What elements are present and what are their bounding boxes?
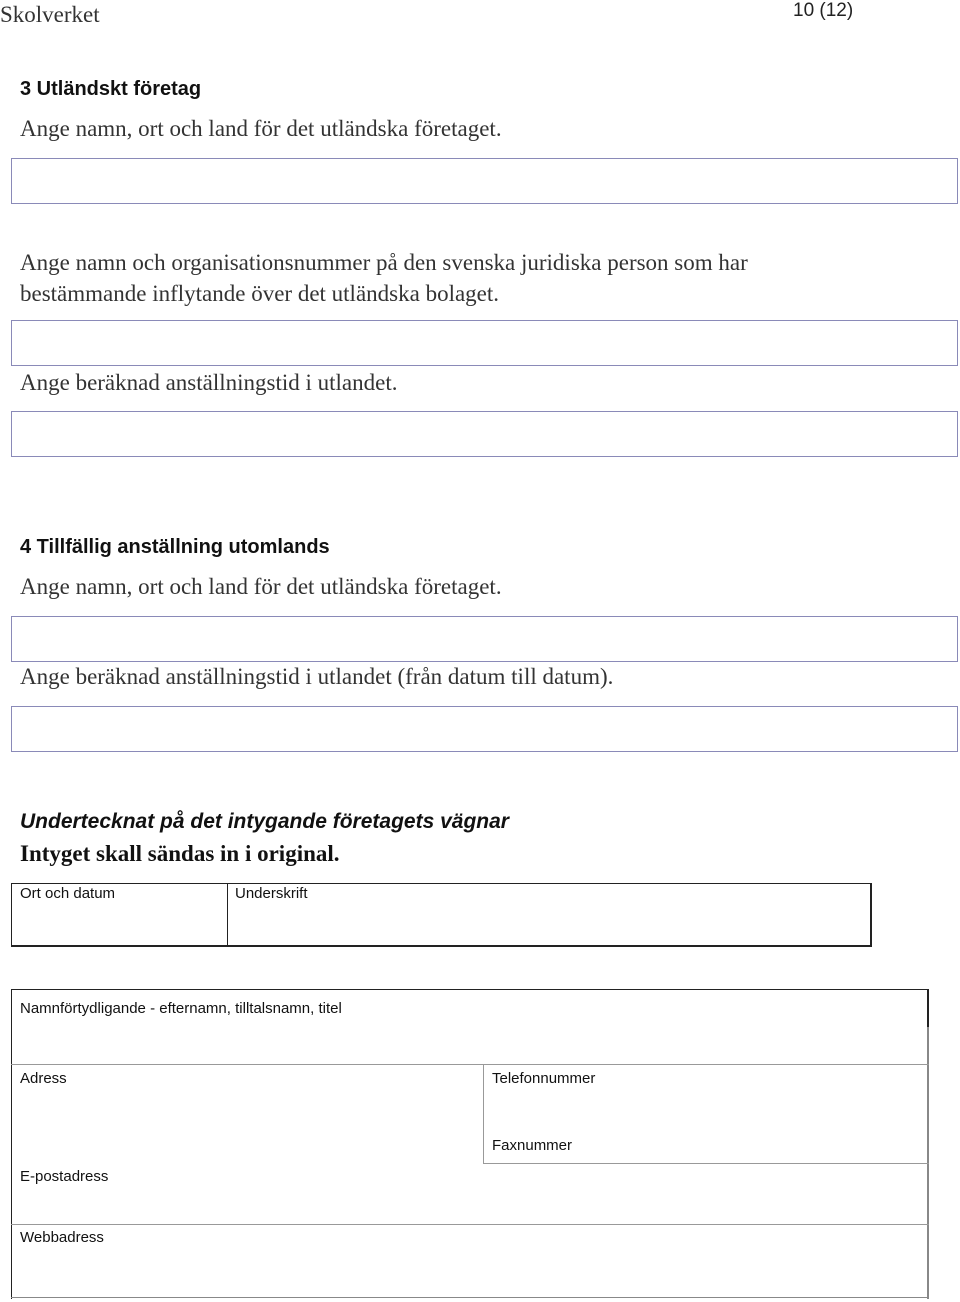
foreign-company-field[interactable] [11, 158, 958, 204]
address-label: Adress [20, 1070, 67, 1087]
web-address-field[interactable] [12, 1225, 927, 1297]
fax-label: Faxnummer [492, 1137, 573, 1154]
section-3-question-duration: Ange beräknad anställningstid i utlandet. [20, 370, 398, 395]
employment-dates-field[interactable] [11, 706, 958, 752]
web-address-label: Webbadress [20, 1229, 104, 1246]
address-field[interactable] [12, 1065, 483, 1224]
signature-heading: Undertecknat på det intygande företagets vägnar [20, 810, 509, 833]
contact-details-box [11, 989, 929, 1299]
name-clarification-label: Namnförtydligande - efternamn, tilltalsnamn, titel [20, 1000, 342, 1017]
section-3-question-owner-line1: Ange namn och organisationsnummer på den svenska juridiska person som har [20, 250, 748, 275]
swedish-owner-field[interactable] [11, 320, 958, 366]
organization-name: Skolverket [0, 2, 100, 27]
place-date-label: Ort och datum [20, 885, 116, 902]
section-3-question-owner-line2: bestämmande inflytande över det utländska bolaget. [20, 281, 500, 306]
page-number: 10 (12) [793, 0, 854, 21]
name-clarification-field[interactable] [12, 990, 927, 1064]
signature-field[interactable] [228, 884, 870, 945]
temporary-company-field[interactable] [11, 616, 958, 662]
signature-box [11, 883, 872, 947]
employment-duration-field[interactable] [11, 411, 958, 457]
section-4-question-dates: Ange beräknad anställningstid i utlandet (från datum till datum). [20, 664, 614, 689]
email-label: E-postadress [20, 1168, 109, 1185]
phone-label: Telefonnummer [492, 1070, 596, 1087]
place-date-field[interactable] [12, 884, 227, 945]
section-3-question-company: Ange namn, ort och land för det utländska företaget. [20, 116, 502, 141]
signature-label: Underskrift [235, 885, 308, 902]
section-4-question-company: Ange namn, ort och land för det utländska företaget. [20, 574, 502, 599]
section-3-heading: 3 Utländskt företag [20, 78, 202, 100]
phone-fax-field[interactable] [484, 1065, 927, 1163]
original-note: Intyget skall sändas in i original. [20, 841, 340, 866]
section-4-heading: 4 Tillfällig anställning utomlands [20, 536, 330, 558]
